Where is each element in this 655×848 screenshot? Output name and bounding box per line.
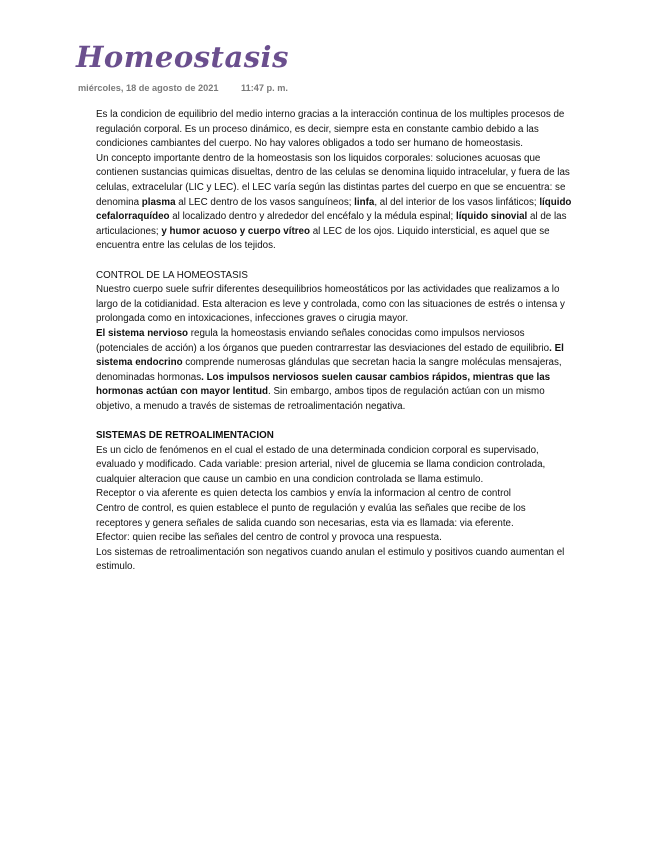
note-metadata <box>78 83 288 93</box>
paragraph-ciclo: Es un ciclo de fenómenos en el cual el estado de una determinada condicion corporal es supervisado, evaluado y modificado. Cada variable: presion arterial, nivel de glucemia se llama condicion controlada, cualquier alteracion que cause un cambio en una condicion controlada se llama estimulo. <box>96 444 546 485</box>
note-body[interactable] <box>96 108 574 575</box>
heading-retroalimentacion: SISTEMAS DE RETROALIMENTACION <box>96 430 274 442</box>
paragraph-definition: Es la condicion de equilibrio del medio interno gracias a la interacción continua de los multiples procesos de regulación corporal. Es un proceso dinámico, es decir, siempre esta en constante cambio debido a las condiciones cambiantes del cuerpo. No hay valores obligados a todo ser humano de homeostasis. <box>96 109 565 150</box>
paragraph-desequilibrios: Nuestro cuerpo suele sufrir diferentes desequilibrios homeostáticos por las actividades que realizamos a lo largo de la cotidianidad. Esta alteracion es leve y controlada, como con las situaciones de estrés o intensa y prolongada como en intoxicaciones, infecciones graves o cirugia mayor. <box>96 284 565 325</box>
note-time: 11:47 p. m. <box>241 83 288 93</box>
paragraph-sistemas: El sistema nervioso regula la homeostasis enviando señales conocidas como impulsos nerviosos (potenciales de acción) a los órganos que pueden contrarrestar las desviaciones del estado de equilibrio. El sistema endocrino comprende numerosas glándulas que secretan hacia la sangre moléculas mensajeras, denominadas hormonas. Los impulsos nerviosos suelen causar cambios rápidos, mientras que las hormonas actúan con mayor lentitud. Sin embargo, ambos tipos de regulación actúan con un mismo objetivo, a menudo a través de sistemas de retroalimentación negativa. <box>96 327 564 412</box>
paragraph-centro-control: Centro de control, es quien establece el punto de regulación y evalúa las señales que recibe de los receptores y genera señales de salida cuando son necesarias, esta via es llamada: via eferente. <box>96 503 526 529</box>
heading-control: CONTROL DE LA HOMEOSTASIS <box>96 269 248 281</box>
note-date: miércoles, 18 de agosto de 2021 <box>78 83 219 93</box>
paragraph-receptor: Receptor o via aferente es quien detecta los cambios y envía la informacion al centro de control <box>96 488 511 500</box>
paragraph-efector: Efector: quien recibe las señales del centro de control y provoca una respuesta. <box>96 532 442 544</box>
paragraph-liquidos: Un concepto importante dentro de la homeostasis son los liquidos corporales: soluciones acuosas que contienen sustancias quimicas disueltas, dentro de las celulas se denomina liquido intracelular, y fuera de las celulas, extracelular (LIC y LEC). el LEC varía según las distintas partes del cuerpo en que se encuentra: se denomina plasma al LEC dentro de los vasos sanguíneos; linfa, al del interior de los vasos linfáticos; líquido cefalorraquídeo al localizado dentro y alrededor del encéfalo y la médula espinal; líquido sinovial al de las articulaciones; y humor acuoso y cuerpo vítreo al LEC de los ojos. Liquido intersticial, es aquel que se encuentra entre las celulas de los tejidos. <box>96 152 572 252</box>
page-title: Homeostasis <box>76 40 289 74</box>
paragraph-negativos-positivos: Los sistemas de retroalimentación son negativos cuando anulan el estimulo y positivos cuando aumentan el estimulo. <box>96 546 565 573</box>
